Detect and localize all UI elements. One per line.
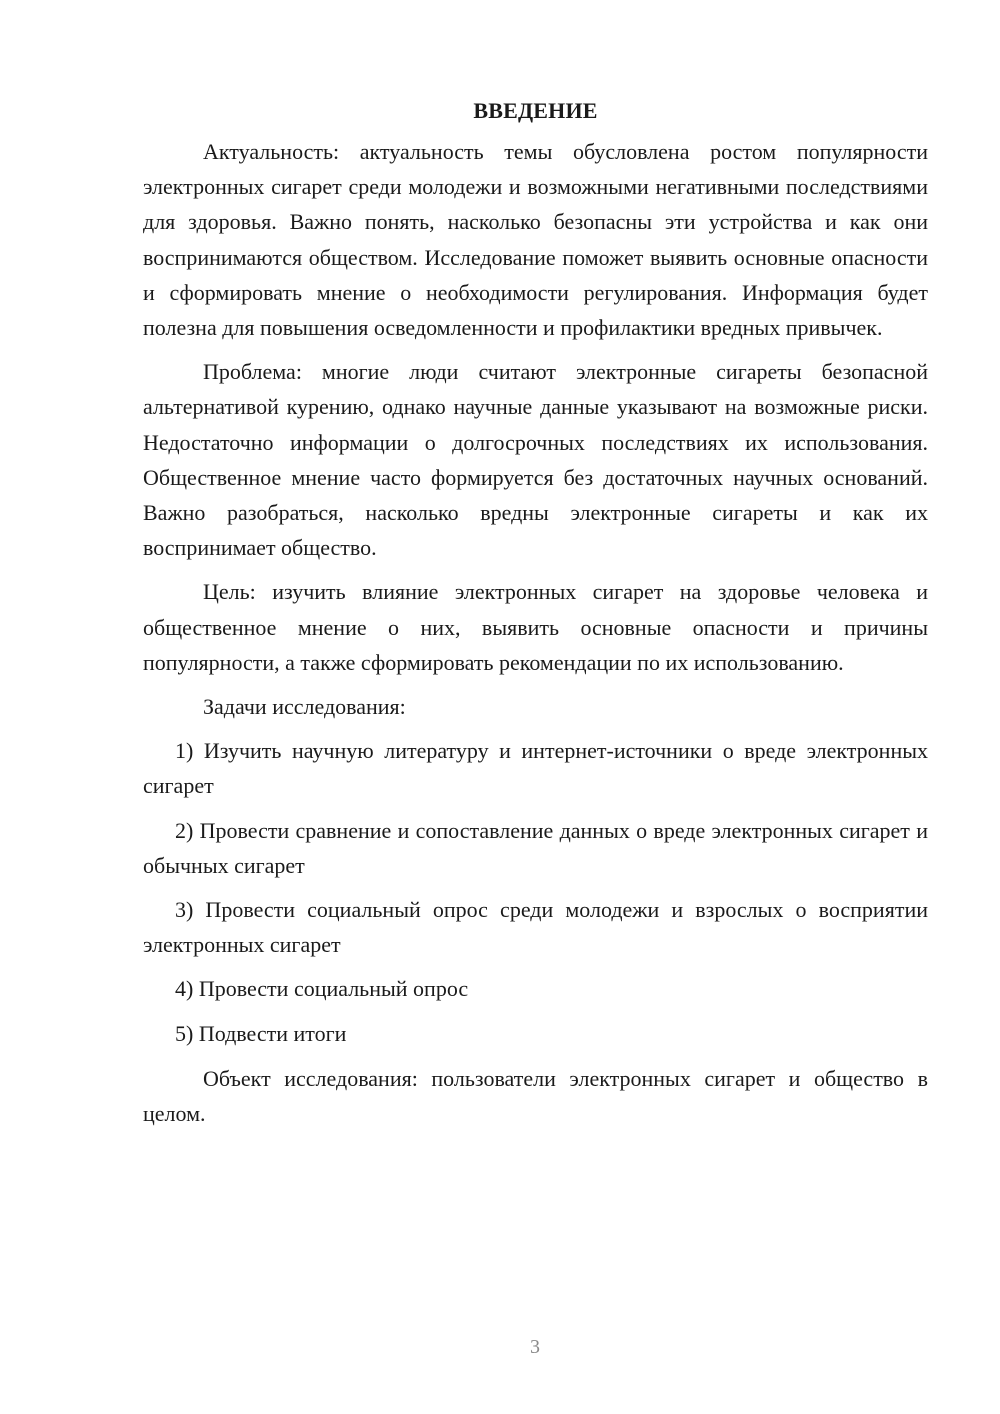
page-body [143, 92, 928, 1140]
goal-paragraph: Цель: изучить влияние электронных сигарет на здоровье человека и общественное мнение о них, выявить основные опасности и причины популярности, а также сформировать рекомендации по их использованию. [143, 579, 928, 675]
page-title: ВВЕДЕНИЕ [473, 98, 598, 123]
task-item-5: 5) Подвести итоги [175, 1020, 347, 1046]
problem-paragraph: Проблема: многие люди считают электронные сигареты безопасной альтернативой курению, однако научные данные указывают на возможные риски. Недостаточно информации о долгосрочных последствиях их использования. Общественное мнение часто формируется без достаточных научных оснований. Важно разобраться, насколько вредны электронные сигареты и как их воспринимает общество. [143, 359, 928, 561]
task-item-4: 4) Провести социальный опрос [175, 976, 469, 1002]
page-number: 3 [530, 1336, 540, 1358]
object-paragraph: Объект исследования: пользователи электронных сигарет и общество в целом. [143, 1065, 928, 1127]
task-item-3: 3) Провести социальный опрос среди молодежи и взрослых о восприятии электронных сигарет [143, 897, 928, 958]
relevance-paragraph: Актуальность: актуальность темы обусловлена ростом популярности электронных сигарет среди молодежи и возможными негативными последствиями для здоровья. Важно понять, насколько безопасны эти устройства и как они воспринимаются обществом. Исследование поможет выявить основные опасности и сформировать мнение о необходимости регулирования. Информация будет полезна для повышения осведомленности и профилактики вредных привычек. [143, 139, 928, 341]
tasks-heading: Задачи исследования: [203, 694, 406, 720]
task-item-2: 2) Провести сравнение и сопоставление данных о вреде электронных сигарет и обычных сигарет [143, 817, 928, 878]
task-item-1: 1) Изучить научную литературу и интернет-источники о вреде электронных сигарет [143, 738, 928, 799]
